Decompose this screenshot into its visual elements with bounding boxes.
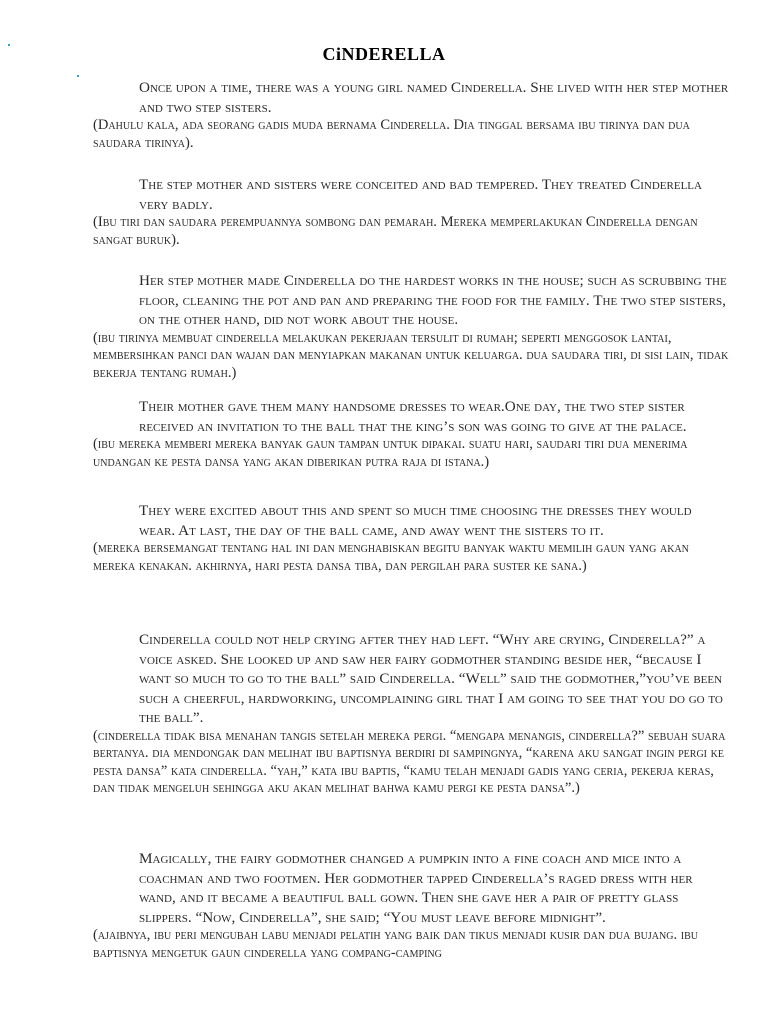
- indonesian-translation: (Dahulu kala, ada seorang gadis muda bernama Cinderella. Dia tinggal bersama ibu tirinya dan dua saudara tirinya).: [93, 117, 690, 151]
- english-text: Their mother gave them many handsome dresses to wear.One day, the two step sister received an invitation to the ball that the king’s son was going to give at the palace.: [139, 398, 687, 435]
- english-text: The step mother and sisters were conceited and bad tempered. They treated Cinderella very badly.: [139, 176, 702, 213]
- english-text: Her step mother made Cinderella do the hardest works in the house; such as scrubbing the floor, cleaning the pot and pan and preparing the food for the family. The two step sisters, on the other hand, did not work about the house.: [139, 272, 727, 328]
- english-text: Once upon a time, there was a young girl named Cinderella. She lived with her step mother and two step sisters.: [139, 79, 729, 116]
- blue-mark: [77, 75, 79, 77]
- indonesian-translation: (mereka bersemangat tentang hal ini dan menghabiskan begitu banyak waktu memilih gaun yang akan mereka kenakan. akhirnya, hari pesta dansa tiba, dan pergilah para suster ke sana.): [93, 540, 689, 574]
- indonesian-translation: (ajaibnya, ibu peri mengubah labu menjadi pelatih yang baik dan tikus menjadi kusir dan dua bujang. ibu baptisnya mengetuk gaun cinderella yang compang-camping: [93, 927, 698, 961]
- paragraph-2: [93, 175, 733, 249]
- english-text: Cinderella could not help crying after they had left. “Why are crying, Cinderella?” a voice asked. She looked up and saw her fairy godmother standing beside her, “because I want so much to go to the ball” said Cinderella. “Well” said the godmother,”you’ve been such a cheerful, hardworking, uncomplaining girl that I am going to see that you do go to the ball”.: [139, 631, 723, 726]
- paragraph-3: [93, 271, 733, 382]
- indonesian-translation: (ibu mereka memberi mereka banyak gaun tampan untuk dipakai. suatu hari, saudari tiri dua menerima undangan ke pesta dansa yang akan diberikan putra raja di istana.): [93, 436, 688, 470]
- paragraph-5: [93, 501, 733, 575]
- paragraph-4: [93, 397, 733, 471]
- paragraph-7: [93, 849, 733, 962]
- paragraph-6: [93, 630, 733, 798]
- paragraph-1: [93, 78, 733, 152]
- page-title: CiNDERELLA: [322, 44, 446, 64]
- english-text: They were excited about this and spent so much time choosing the dresses they would wear. At last, the day of the ball came, and away went the sisters to it.: [139, 502, 692, 539]
- indonesian-translation: (cinderella tidak bisa menahan tangis setelah mereka pergi. “mengapa menangis, cinderella?” sebuah suara bertanya. dia mendongak dan melihat ibu baptisnya berdiri di sampingnya, “karena aku sangat ingin pergi ke pesta dansa” kata cinderella. “yah,” kata ibu baptis, “kamu telah menjadi gadis yang ceria, pekerja keras, dan tidak mengeluh sehingga aku akan melihat bahwa kamu pergi ke pesta dansa”.): [93, 727, 726, 796]
- indonesian-translation: (ibu tirinya membuat cinderella melakukan pekerjaan tersulit di rumah; seperti menggosok lantai, membersihkan panci dan wajan dan menyiapkan makanan untuk keluarga. dua saudara tiri, di sisi lain, tidak bekerja tentang rumah.): [93, 329, 729, 381]
- english-text: Magically, the fairy godmother changed a pumpkin into a fine coach and mice into a coachman and two footmen. Her godmother tapped Cinderella’s raged dress with her wand, and it became a beautiful ball gown. Then she gave her a pair of pretty glass slippers. “Now, Cinderella”, she said; “You must leave before midnight”.: [139, 850, 693, 926]
- indonesian-translation: (Ibu tiri dan saudara perempuannya sombong dan pemarah. Mereka memperlakukan Cinderella dengan sangat buruk).: [93, 214, 698, 248]
